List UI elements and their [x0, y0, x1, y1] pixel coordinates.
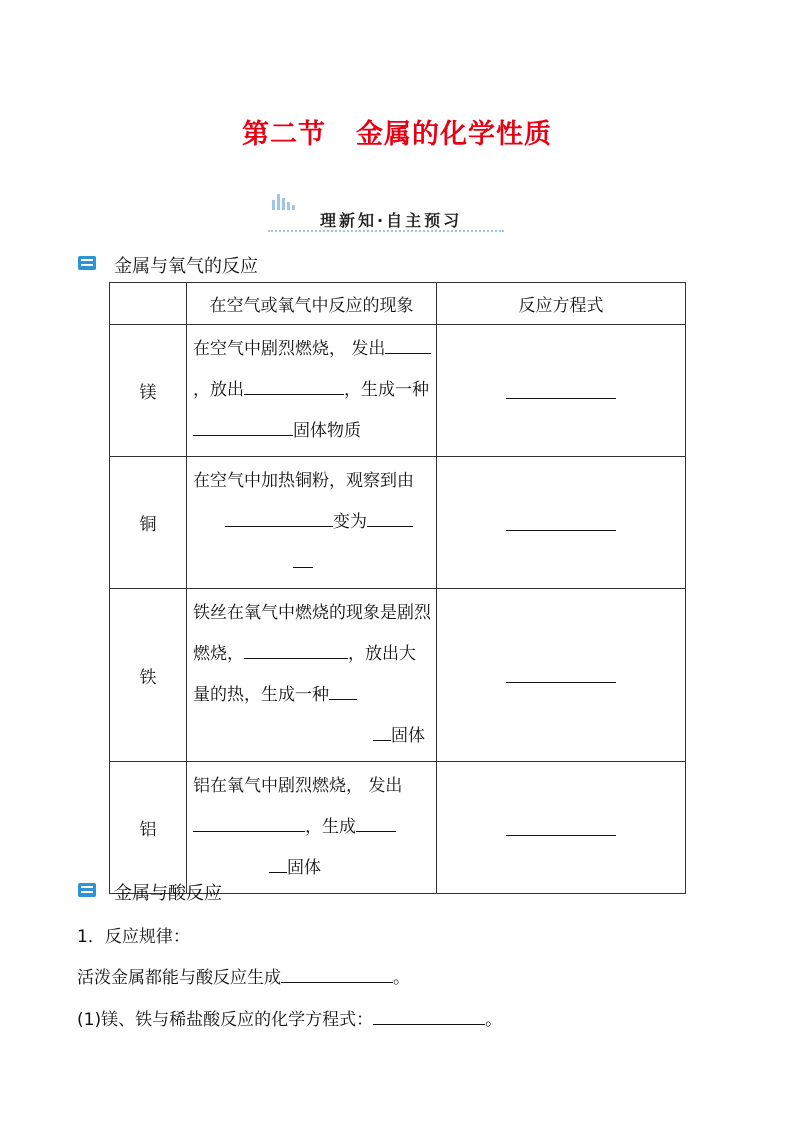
phenomenon-cell: 在空气中加热铜粉，观察到由变为 [187, 457, 437, 589]
blank[interactable] [356, 811, 396, 832]
section-two-icon [78, 883, 96, 897]
blank[interactable] [373, 1004, 485, 1025]
blank[interactable] [193, 415, 293, 436]
section-one-icon [78, 256, 96, 270]
blank[interactable] [506, 378, 616, 399]
blank[interactable] [281, 962, 393, 983]
question-1: (1)镁、铁与稀盐酸反应的化学方程式： 。 [77, 1004, 502, 1030]
blank[interactable] [244, 638, 348, 659]
table-header: 在空气或氧气中反应的现象 [187, 283, 437, 325]
equation-cell [437, 325, 686, 457]
rule-text: 活泼金属都能与酸反应生成 。 [77, 962, 410, 988]
blank[interactable] [293, 547, 313, 568]
table-row [110, 762, 686, 894]
phenomenon-cell: 铁丝在氧气中燃烧的现象是剧烈燃烧， ，放出大量的热，生成一种固体 [187, 589, 437, 762]
blank[interactable] [413, 333, 431, 354]
blank[interactable] [329, 679, 357, 700]
metal-cell: 铝 [110, 762, 187, 894]
blank[interactable] [385, 333, 413, 354]
equation-cell [437, 457, 686, 589]
table-row [110, 325, 686, 457]
table-header-row [110, 283, 686, 325]
rule-heading: 1．反应规律： [77, 927, 190, 947]
blank[interactable] [244, 374, 344, 395]
blank[interactable] [506, 510, 616, 531]
blank[interactable] [506, 662, 616, 683]
table-row [110, 589, 686, 762]
blank[interactable] [367, 506, 413, 527]
phenomenon-cell: 铝在氧气中剧烈燃烧， 发出，生成固体 [187, 762, 437, 894]
page-title: 第二节 金属的化学性质 [242, 119, 552, 150]
phenomenon-cell: 在空气中剧烈燃烧， 发出，放出 ，生成一种固体物质 [187, 325, 437, 457]
blank[interactable] [373, 720, 391, 741]
metal-cell: 铜 [110, 457, 187, 589]
reaction-table [109, 282, 686, 894]
table-header: 反应方程式 [437, 283, 686, 325]
equation-cell [437, 762, 686, 894]
equation-cell [437, 589, 686, 762]
table-row [110, 457, 686, 589]
metal-cell: 镁 [110, 325, 187, 457]
blank[interactable] [506, 815, 616, 836]
banner-text: 理新知·自主预习 [320, 211, 463, 230]
blank[interactable] [193, 811, 305, 832]
blank[interactable] [269, 852, 287, 873]
blank[interactable] [225, 506, 333, 527]
metal-cell: 铁 [110, 589, 187, 762]
section-banner [268, 206, 504, 236]
table-header [110, 283, 187, 325]
